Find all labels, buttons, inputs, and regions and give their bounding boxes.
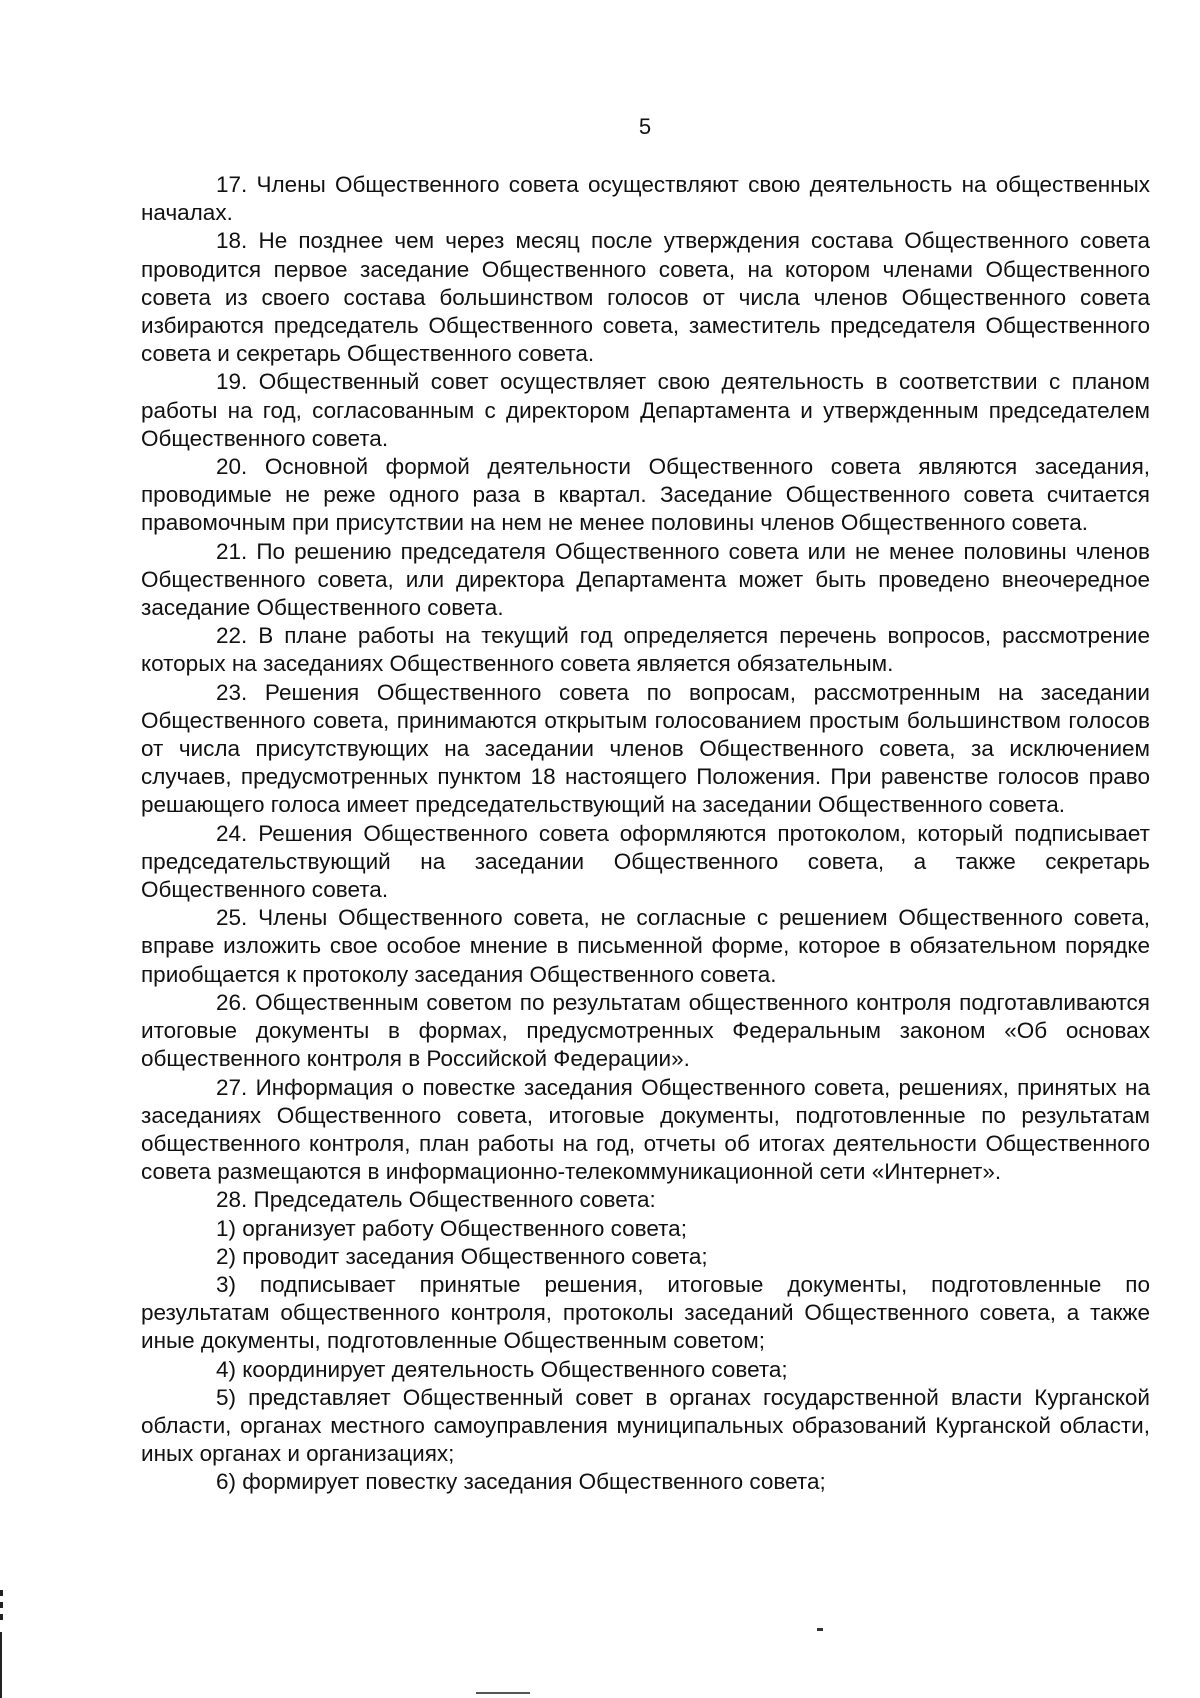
list-item-6: 6) формирует повестку заседания Общественного совета; (216, 1469, 826, 1495)
paragraph-26: 26. Общественным советом по результатам общественного контроля подготавливаются итоговые документы в формах, предусмотренных Федеральным законом «Об основах общественного контроля в Российской Федерации». (141, 989, 1150, 1072)
document-body (141, 171, 1150, 1497)
paragraph-23: 23. Решения Общественного совета по вопросам, рассмотренным на заседании Общественного совета, принимаются открытым голосованием простым большинством голосов от числа присутствующих на заседании членов Общественного совета, за исключением случаев, предусмотренных пунктом 18 настоящего Положения. При равенстве голосов право решающего голоса имеет председательствующий на заседании Общественного совета. (141, 679, 1150, 818)
scan-artifact-mark (0, 1590, 3, 1596)
paragraph-17: 17. Члены Общественного совета осуществляют свою деятельность на общественных началах. (141, 172, 1150, 226)
paragraph-18: 18. Не позднее чем через месяц после утверждения состава Общественного совета проводится первое заседание Общественного совета, на котором членами Общественного совета из своего состава большинством голосов от числа членов Общественного совета избираются председатель Общественного совета, заместитель председателя Общественного совета и секретарь Общественного совета. (141, 228, 1150, 367)
list-item-2: 2) проводит заседания Общественного совета; (216, 1243, 708, 1269)
paragraph-21: 21. По решению председателя Общественного совета или не менее половины членов Общественного совета, или директора Департамента может быть проведено внеочередное заседание Общественного совета. (141, 538, 1150, 621)
paragraph-25: 25. Члены Общественного совета, не согласные с решением Общественного совета, вправе изложить свое особое мнение в письменной форме, которое в обязательном порядке приобщается к протоколу заседания Общественного совета. (141, 905, 1150, 987)
scan-artifact-line (476, 1692, 530, 1694)
scan-artifact-mark (0, 1602, 3, 1608)
list-item-1: 1) организует работу Общественного совета; (216, 1215, 687, 1241)
scan-artifact-speck (817, 1628, 823, 1631)
paragraph-24: 24. Решения Общественного совета оформляются протоколом, который подписывает председательствующий на заседании Общественного совета, а также секретарь Общественного совета. (141, 820, 1150, 903)
list-item-5: 5) представляет Общественный совет в органах государственной власти Курганской области, органах местного самоуправления муниципальных образований Курганской области, иных органах и организациях; (141, 1384, 1150, 1467)
paragraph-28: 28. Председатель Общественного совета: (216, 1187, 656, 1213)
list-item-3: 3) подписывает принятые решения, итоговые документы, подготовленные по результатам общественного контроля, протоколы заседаний Общественного совета, а также иные документы, подготовленные Общественным советом; (141, 1271, 1150, 1354)
list-item-4: 4) координирует деятельность Общественного совета; (216, 1356, 788, 1382)
paragraph-27: 27. Информация о повестке заседания Общественного совета, решениях, принятых на заседаниях Общественного совета, итоговые документы, подготовленные по результатам общественного контроля, план работы на год, отчеты об итогах деятельности Общественного совета размещаются в информационно-телекоммуникационной сети «Интернет». (141, 1074, 1150, 1185)
scan-artifact-mark (0, 1614, 3, 1620)
paragraph-20: 20. Основной формой деятельности Общественного совета являются заседания, проводимые не реже одного раза в квартал. Заседание Общественного совета считается правомочным при присутствии на нем не менее половины членов Общественного совета. (141, 454, 1150, 536)
paragraph-19: 19. Общественный совет осуществляет свою деятельность в соответствии с планом работы на год, согласованным с директором Департамента и утвержденным председателем Общественного совета. (141, 369, 1150, 451)
paragraph-22: 22. В плане работы на текущий год определяется перечень вопросов, рассмотрение которых на заседаниях Общественного совета является обязательным. (141, 623, 1150, 677)
scan-artifact-line (0, 1632, 2, 1698)
page-number: 5 (638, 114, 652, 139)
